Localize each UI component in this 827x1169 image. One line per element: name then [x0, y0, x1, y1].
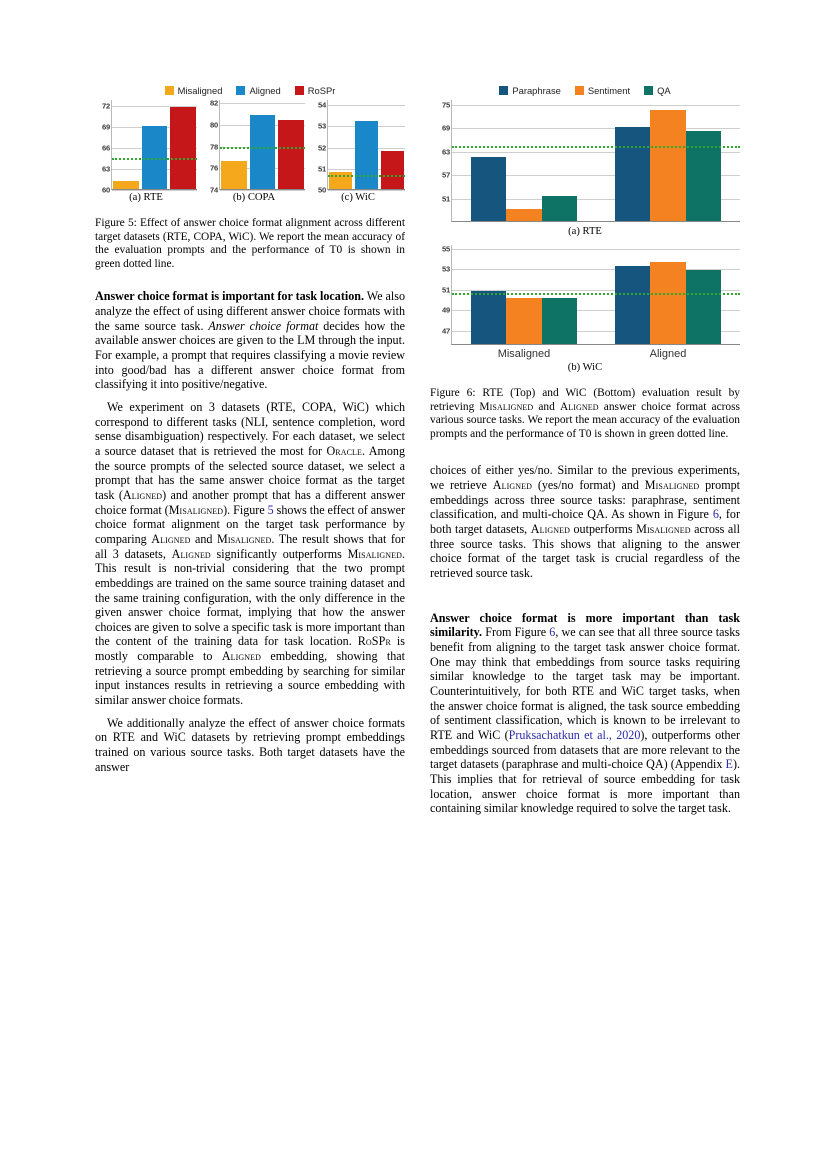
figure-6-legend: [430, 85, 740, 96]
t0-reference-line: [328, 175, 405, 177]
y-axis-tick-label: 63: [101, 164, 110, 174]
bar-aligned: [355, 121, 378, 189]
two-column-layout: [95, 85, 740, 816]
left-paragraph-3: We additionally analyze the effect of answer choice formats on RTE and WiC datasets by retrieving prompt embeddings trained on various source tasks. Both target datasets have the answer: [95, 715, 405, 774]
left-p2-sc-aligned-4: Aligned: [221, 649, 262, 664]
y-axis-tick-label: 63: [441, 147, 450, 157]
y-axis-tick-label: 69: [101, 122, 110, 132]
right-paragraph-2: [430, 611, 740, 816]
figure-6-reference-link-1[interactable]: 6: [712, 507, 719, 522]
y-axis-tick-label: 74: [209, 185, 218, 195]
chart-fig5-copa: [203, 98, 305, 195]
left-p2-f: and: [190, 531, 217, 546]
t0-reference-line: [452, 146, 740, 148]
gridline: [452, 249, 740, 250]
left-p2-sc-misaligned-2: Misaligned: [216, 531, 272, 546]
figure-5-panel-wic-label: (c) WiC: [341, 192, 375, 203]
y-axis-tick-label: 53: [317, 121, 326, 131]
bar-qa-misaligned: [542, 196, 578, 221]
fig6-cap-sc-aligned: Aligned: [559, 400, 599, 413]
chart-fig5-wic: [311, 100, 405, 195]
left-p2-sc-misaligned-1: Misaligned: [168, 502, 224, 517]
right-p1-sc-misaligned-1: Misaligned: [644, 478, 700, 493]
fig6-cap-mid: and: [533, 400, 560, 413]
left-column: [95, 85, 405, 816]
bar-paraphrase-misaligned: [471, 157, 507, 221]
right-paragraph-1: [430, 463, 740, 580]
legend-swatch-icon: [165, 86, 174, 95]
x-axis-group-label: Aligned: [649, 348, 687, 360]
legend-label: Sentiment: [587, 85, 631, 96]
right-p1-sc-misaligned-2: Misaligned: [636, 522, 691, 536]
figure-5-reference-link[interactable]: 5: [267, 502, 274, 517]
y-axis-tick-label: 60: [101, 185, 110, 195]
y-axis-tick-label: 75: [441, 100, 450, 110]
bar-rospr: [278, 120, 304, 189]
y-axis: [311, 100, 328, 195]
legend-label: RoSPr: [307, 85, 336, 96]
y-axis-tick-label: 51: [441, 194, 450, 204]
legend-swatch-icon: [575, 86, 584, 95]
y-axis: [203, 98, 220, 195]
right-p1-d: , for both target datasets,: [430, 507, 740, 536]
figure-6-panel-wic: [430, 245, 740, 373]
left-p2-e: shows the effect of answer choice format alignment on the target task performance by comparing: [95, 502, 405, 546]
y-axis-tick-label: 47: [441, 326, 450, 336]
bar-qa-misaligned: [542, 298, 578, 344]
figure-6-group-labels: [430, 348, 740, 360]
left-heading-1: Answer choice format is important for task location.: [95, 289, 365, 304]
legend-item-aligned: [236, 85, 280, 96]
y-axis-tick-label: 57: [441, 170, 450, 180]
y-axis-tick-label: 51: [317, 164, 326, 174]
bar-sentiment-misaligned: [506, 209, 542, 222]
figure-5: [95, 85, 405, 271]
right-p1-c: prompt embeddings across three source tasks: paraphrase, sentiment classification, and multi-choice QA. As shown in Figure: [430, 478, 741, 522]
gridline: [452, 105, 740, 106]
y-axis-tick-label: 55: [441, 244, 450, 254]
bar-paraphrase-aligned: [615, 127, 651, 221]
legend-item-qa: [644, 85, 671, 96]
plot-area: [451, 245, 740, 345]
t0-reference-line: [112, 158, 197, 160]
left-p2-h: significantly outperforms: [210, 546, 348, 561]
left-paragraph-2: [95, 400, 405, 708]
fig6-cap-prefix: Figure 6: RTE (Top) and WiC (Bottom) evaluation result by retrieving: [430, 387, 740, 413]
left-p2-sc-misaligned-3: Misaligned: [347, 546, 402, 561]
figure-6-panel-wic-label: (b) WiC: [567, 362, 603, 373]
figure-6: [430, 85, 740, 441]
y-axis-tick-label: 69: [441, 123, 450, 133]
left-p1-a: We also analyze the effect of using different answer choice formats with the same source task.: [95, 289, 405, 333]
t0-reference-line: [220, 147, 305, 149]
legend-item-sentiment: [575, 85, 630, 96]
y-axis-tick-label: 66: [101, 143, 110, 153]
bar-paraphrase-misaligned: [471, 291, 507, 344]
right-p1-sc-aligned-1: Aligned: [492, 478, 532, 493]
figure-5-panel-copa-label: (b) COPA: [232, 192, 276, 203]
right-p1-f: across all three source tasks. This shows that aligning to the answer choice format of the target task is crucial regardless of the retrieved source task.: [430, 522, 740, 580]
bar-sentiment-misaligned: [506, 298, 542, 344]
figure-5-caption: Figure 5: Effect of answer choice format alignment across different target datasets (RTE, COPA, WiC). We report the mean accuracy of the evaluation prompts and the performance of T0 is shown in green dotted line.: [95, 217, 405, 270]
left-p2-b: . Among the source prompts of the selected source dataset, we select a prompt that has the same answer choice format as the target task (: [95, 443, 406, 502]
left-p2-sc-aligned-1: Aligned: [122, 487, 163, 502]
right-p1-b: (yes/no format) and: [531, 478, 645, 493]
bar-rospr: [170, 107, 196, 189]
left-p2-g: . The result shows that for all 3 datasets,: [95, 531, 405, 561]
bar-qa-aligned: [686, 270, 722, 344]
legend-item-rospr: [295, 85, 336, 96]
bar-aligned: [250, 115, 276, 189]
figure-6-caption: [430, 387, 740, 441]
figure-5-panel-rte-label: (a) RTE: [129, 192, 163, 203]
legend-swatch-icon: [644, 86, 653, 95]
y-axis-tick-label: 53: [441, 264, 450, 274]
figure-5-legend: [95, 85, 405, 96]
left-p2-c: ) and another prompt that has a different answer choice format (: [95, 487, 405, 517]
bar-sentiment-aligned: [650, 110, 686, 221]
left-p2-sc-oracle: Oracle: [326, 443, 362, 458]
figure-5-panels: [95, 100, 405, 203]
chart-fig6-rte: [430, 100, 740, 222]
bar-paraphrase-aligned: [615, 266, 651, 344]
chart-fig6-wic: [430, 245, 740, 345]
gridline: [452, 128, 740, 129]
left-p2-i: . This result is non-trivial considering that the two prompt embeddings are trained on the same source training dataset and the same training configuration, with the only difference in the given answer choice format, implying that how the answer choices are given to solve a specific task is more important than the content of the training data for task location.: [95, 546, 406, 649]
right-p2-c: ), outperforms other embeddings sourced from datasets that are more relevant to the target datasets (paraphrase and multi-choice QA) (Appendix: [430, 727, 741, 772]
gridline: [220, 103, 305, 104]
y-axis: [430, 245, 452, 345]
legend-label: Paraphrase: [512, 85, 561, 96]
figure-6-panel-rte-label: (a) RTE: [568, 226, 602, 237]
y-axis-tick-label: 72: [101, 101, 110, 111]
left-paragraph-1: [95, 289, 405, 392]
legend-label: Misaligned: [177, 85, 223, 96]
legend-swatch-icon: [499, 86, 508, 95]
figure-6-reference-link-2[interactable]: 6: [549, 625, 556, 640]
bar-sentiment-aligned: [650, 262, 686, 344]
gridline: [328, 190, 405, 191]
y-axis-tick-label: 50: [317, 185, 326, 195]
left-p2-sc-rospr: RoSPr: [357, 634, 391, 649]
appendix-e-reference-link[interactable]: E: [725, 757, 733, 772]
legend-swatch-icon: [236, 86, 245, 95]
plot-area: [327, 100, 405, 190]
left-p2-sc-aligned-3: Aligned: [171, 546, 211, 561]
plot-area: [111, 100, 197, 190]
left-p2-k: embedding, showing that retrieving a source prompt embedding by searching for similar input instances results in retrieving a source embedding with similar answer choice formats.: [95, 649, 406, 708]
left-p2-d: ). Figure: [223, 502, 268, 517]
gridline: [220, 190, 305, 191]
right-p1-e: outperforms: [569, 522, 637, 536]
figure-5-panel-copa: [203, 100, 305, 203]
legend-swatch-icon: [295, 86, 304, 95]
figure-5-panel-rte: [95, 100, 197, 203]
left-p2-j: is mostly comparable to: [95, 634, 405, 664]
right-p2-a: From Figure: [482, 625, 550, 640]
legend-label: Aligned: [249, 85, 281, 96]
legend-item-misaligned: [165, 85, 223, 96]
right-p1-a: choices of either yes/no. Similar to the previous experiments, we retrieve: [430, 463, 740, 493]
y-axis-tick-label: 76: [209, 163, 218, 173]
bar-misaligned: [113, 181, 139, 189]
left-p1-b: decides how the available answer choices are given to the LM through the input. For example, a prompt that requires classifying a movie review into good/bad has a different answer choice format from classifying it into positive/negative.: [95, 318, 406, 392]
y-axis-tick-label: 49: [441, 305, 450, 315]
y-axis-tick-label: 82: [209, 98, 218, 108]
gridline: [328, 105, 405, 106]
right-heading-2: Answer choice format is more important than task similarity.: [430, 610, 740, 640]
y-axis-tick-label: 78: [209, 142, 218, 152]
figure-5-panel-wic: [311, 100, 405, 203]
bar-rospr: [381, 151, 404, 189]
figure-6-panel-rte: [430, 100, 740, 237]
left-p2-sc-aligned-2: Aligned: [151, 531, 191, 546]
right-p2-d: ). This implies that for retrieval of source embedding for task location, answer choice format is more important than containing similar knowledge required to solve the target task.: [430, 757, 740, 816]
fig6-cap-sc-misaligned: Misaligned: [479, 400, 534, 413]
t0-reference-line: [452, 293, 740, 295]
legend-label: QA: [657, 85, 671, 96]
bar-misaligned: [221, 161, 247, 189]
plot-area: [219, 100, 305, 190]
y-axis-tick-label: 52: [317, 143, 326, 153]
y-axis-tick-label: 51: [441, 285, 450, 295]
citation-link-pruksachatkun[interactable]: Pruksachatkun et al., 2020: [508, 727, 641, 742]
left-p2-a: We experiment on 3 datasets (RTE, COPA, WiC) which correspond to different tasks (NLI, sentence completion, word sense disambiguation) respectively. For each dataset, we select a source dataset that is retrieved the most for: [95, 399, 405, 458]
right-column: [430, 85, 740, 816]
fig6-cap-suffix: answer choice format across various source tasks. We report the mean accuracy of the evaluation prompts and the performance of T0 is shown in green dotted line.: [430, 400, 740, 440]
y-axis-tick-label: 54: [317, 100, 326, 110]
left-p1-italic: Answer choice format: [208, 318, 319, 333]
legend-item-paraphrase: [499, 85, 560, 96]
y-axis: [95, 100, 112, 195]
plot-area: [451, 100, 740, 222]
right-p1-sc-aligned-2: Aligned: [530, 522, 570, 536]
gridline: [112, 190, 197, 191]
y-axis-tick-label: 80: [209, 120, 218, 130]
chart-fig5-rte: [95, 100, 197, 195]
right-p2-b: , we can see that all three source tasks benefit from aligning to the target task answer choice format. One may think that embeddings from source tasks requiring similar knowledge to the target task may be important. Counterintuitively, for both RTE and WiC target tasks, when the answer choice format is aligned, the task source embedding of sentiment classification, which is known to be irrelevant to RTE and WiC (: [430, 625, 740, 742]
y-axis: [430, 100, 452, 222]
x-axis-group-label: Misaligned: [497, 348, 551, 360]
